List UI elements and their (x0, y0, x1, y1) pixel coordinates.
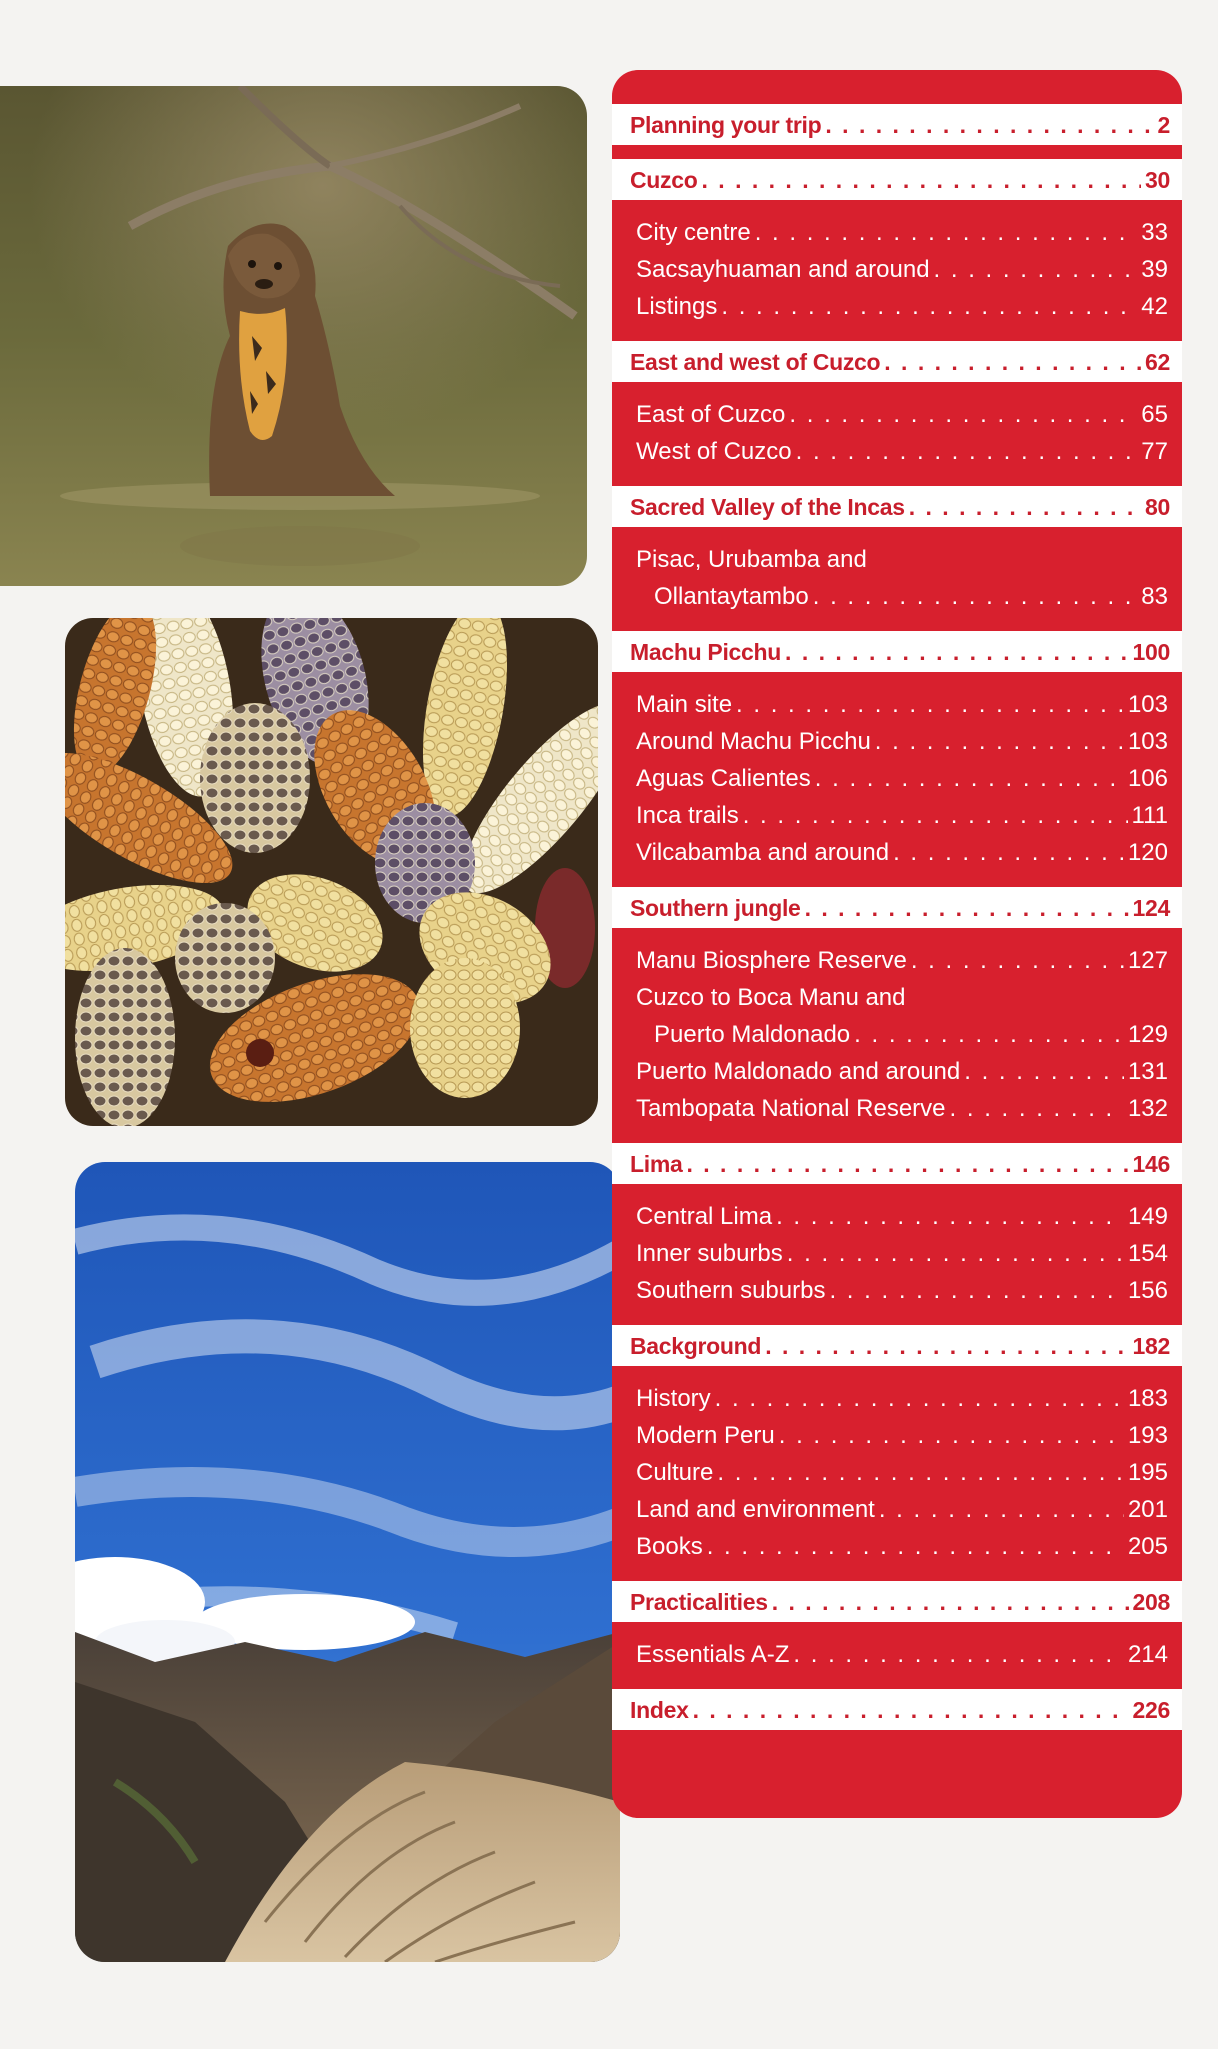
entry-page-number: 39 (1141, 256, 1168, 283)
entry-page-number: 127 (1127, 947, 1168, 974)
dot-leader (721, 288, 1137, 325)
section-page-number: 30 (1145, 167, 1170, 193)
toc-entry[interactable] (636, 578, 1168, 615)
dot-leader (707, 1528, 1124, 1565)
toc-section-heading[interactable] (612, 1143, 1182, 1184)
dot-leader (693, 1697, 1129, 1724)
entry-title: Inner suburbs (636, 1240, 783, 1267)
section-page-number: 146 (1132, 1151, 1170, 1177)
toc-entry[interactable] (636, 1053, 1168, 1090)
toc-entry[interactable] (636, 797, 1168, 834)
toc-section-heading[interactable] (612, 1581, 1182, 1622)
toc-entry[interactable] (636, 214, 1168, 251)
entry-page-number: 65 (1141, 401, 1168, 428)
entry-page-number: 183 (1127, 1385, 1168, 1412)
dot-leader (736, 686, 1124, 723)
toc-section-heading[interactable] (612, 631, 1182, 672)
toc-entry[interactable] (636, 723, 1168, 760)
entry-page-number: 195 (1127, 1459, 1168, 1486)
entry-page-number: 129 (1127, 1021, 1168, 1048)
section-title: Planning your trip (630, 112, 822, 138)
dot-leader (796, 433, 1138, 470)
entry-page-number: 103 (1127, 728, 1168, 755)
sacred-valley-terraces-photo (75, 1162, 620, 1962)
section-title: Cuzco (630, 167, 698, 193)
section-page-number: 182 (1132, 1333, 1170, 1359)
toc-entry[interactable] (636, 251, 1168, 288)
toc-section (612, 486, 1182, 631)
toc-section (612, 341, 1182, 486)
toc-entry[interactable] (636, 1528, 1168, 1565)
toc-sections (612, 104, 1182, 1744)
toc-section (612, 1581, 1182, 1689)
toc-section-entries (612, 1730, 1182, 1744)
entry-title: Culture (636, 1459, 714, 1486)
toc-section-entries (612, 527, 1182, 631)
toc-section (612, 1689, 1182, 1744)
entry-title: Tambopata National Reserve (636, 1095, 946, 1122)
entry-title: Ollantaytambo (654, 583, 809, 610)
toc-section-heading[interactable] (612, 159, 1182, 200)
toc-section-heading[interactable] (612, 887, 1182, 928)
toc-entry[interactable] (636, 541, 1168, 578)
entry-title: History (636, 1385, 711, 1412)
entry-title: Sacsayhuaman and around (636, 256, 930, 283)
entry-page-number: 205 (1127, 1533, 1168, 1560)
dot-leader (715, 1380, 1124, 1417)
toc-entry[interactable] (636, 1380, 1168, 1417)
toc-section (612, 887, 1182, 1143)
entry-page-number: 111 (1131, 802, 1168, 829)
entry-title: East of Cuzco (636, 401, 786, 428)
giant-otter-photo (0, 86, 587, 586)
entry-title: City centre (636, 219, 751, 246)
section-title: Background (630, 1333, 762, 1359)
dot-leader (779, 1417, 1124, 1454)
entry-page-number: 156 (1127, 1277, 1168, 1304)
toc-entry[interactable] (636, 1454, 1168, 1491)
toc-section (612, 159, 1182, 341)
section-title: Practicalities (630, 1589, 768, 1615)
toc-entry[interactable] (636, 288, 1168, 325)
entry-title: Around Machu Picchu (636, 728, 871, 755)
entry-page-number: 132 (1127, 1095, 1168, 1122)
entry-page-number: 193 (1127, 1422, 1168, 1449)
dot-leader (854, 1016, 1124, 1053)
dot-leader (765, 1333, 1128, 1360)
andean-corn-photo (65, 618, 598, 1126)
entry-page-number: 214 (1127, 1641, 1168, 1668)
entry-page-number: 103 (1127, 691, 1168, 718)
dot-leader (787, 1235, 1124, 1272)
dot-leader (815, 760, 1124, 797)
toc-section-heading[interactable] (612, 486, 1182, 527)
toc-section (612, 1325, 1182, 1581)
dot-leader (702, 167, 1142, 194)
toc-section (612, 1143, 1182, 1325)
toc-entry[interactable] (636, 1090, 1168, 1127)
entry-page-number: 42 (1141, 293, 1168, 320)
section-page-number: 2 (1157, 112, 1170, 138)
toc-section-entries (612, 382, 1182, 486)
section-page-number: 62 (1145, 349, 1170, 375)
entry-title: Inca trails (636, 802, 739, 829)
entry-title: Cuzco to Boca Manu and (636, 984, 906, 1011)
entry-title: Pisac, Urubamba and (636, 546, 867, 573)
dot-leader (911, 942, 1124, 979)
toc-entry[interactable] (636, 979, 1168, 1016)
entry-title: Books (636, 1533, 703, 1560)
entry-title: Essentials A-Z (636, 1641, 790, 1668)
dot-leader (879, 1491, 1124, 1528)
toc-entry[interactable] (636, 396, 1168, 433)
dot-leader (884, 349, 1141, 376)
entry-title: Puerto Maldonado and around (636, 1058, 961, 1085)
section-page-number: 100 (1132, 639, 1170, 665)
section-page-number: 124 (1132, 895, 1170, 921)
dot-leader (829, 1272, 1123, 1309)
toc-entry[interactable] (636, 433, 1168, 470)
toc-section-entries (612, 928, 1182, 1143)
entry-title: Listings (636, 293, 718, 320)
dot-leader (813, 578, 1138, 615)
section-title: Lima (630, 1151, 683, 1177)
toc-section-heading[interactable] (612, 341, 1182, 382)
entry-page-number: 149 (1127, 1203, 1168, 1230)
entry-title: Central Lima (636, 1203, 773, 1230)
toc-entry[interactable] (636, 1272, 1168, 1309)
entry-page-number: 154 (1127, 1240, 1168, 1267)
toc-section-entries (612, 200, 1182, 341)
section-page-number: 226 (1132, 1697, 1170, 1723)
entry-page-number: 83 (1141, 583, 1168, 610)
entry-title: Modern Peru (636, 1422, 775, 1449)
toc-section-heading[interactable] (612, 1689, 1182, 1730)
section-title: Machu Picchu (630, 639, 782, 665)
toc-entry[interactable] (636, 1417, 1168, 1454)
section-page-number: 80 (1145, 494, 1170, 520)
entry-title: Manu Biosphere Reserve (636, 947, 907, 974)
toc-entry[interactable] (636, 1235, 1168, 1272)
toc-section-entries (612, 672, 1182, 887)
dot-leader (805, 895, 1129, 922)
dot-leader (909, 494, 1141, 521)
dot-leader (964, 1053, 1124, 1090)
toc-section (612, 104, 1182, 159)
dot-leader (893, 834, 1124, 871)
dot-leader (743, 797, 1128, 834)
entry-page-number: 77 (1141, 438, 1168, 465)
section-title: Southern jungle (630, 895, 801, 921)
toc-entry[interactable] (636, 1016, 1168, 1053)
table-of-contents (612, 70, 1182, 1818)
dot-leader (825, 112, 1153, 139)
entry-title: Southern suburbs (636, 1277, 826, 1304)
dot-leader (785, 639, 1128, 666)
entry-title: Aguas Calientes (636, 765, 811, 792)
dot-leader (772, 1589, 1129, 1616)
section-page-number: 208 (1132, 1589, 1170, 1615)
toc-section (612, 631, 1182, 887)
entry-page-number: 120 (1127, 839, 1168, 866)
toc-section-heading[interactable] (612, 1325, 1182, 1366)
entry-title: West of Cuzco (636, 438, 792, 465)
toc-section-heading[interactable] (612, 104, 1182, 145)
dot-leader (686, 1151, 1128, 1178)
toc-entry[interactable] (636, 942, 1168, 979)
toc-entry[interactable] (636, 1491, 1168, 1528)
entry-page-number: 33 (1141, 219, 1168, 246)
toc-section-entries (612, 145, 1182, 159)
toc-entry[interactable] (636, 686, 1168, 723)
entry-page-number: 106 (1127, 765, 1168, 792)
dot-leader (755, 214, 1138, 251)
toc-entry[interactable] (636, 1198, 1168, 1235)
entry-title: Vilcabamba and around (636, 839, 890, 866)
toc-section-entries (612, 1622, 1182, 1689)
toc-section-entries (612, 1366, 1182, 1581)
dot-leader (934, 251, 1138, 288)
dot-leader (950, 1090, 1124, 1127)
section-title: East and west of Cuzco (630, 349, 881, 375)
entry-page-number: 131 (1127, 1058, 1168, 1085)
entry-title: Main site (636, 691, 733, 718)
entry-page-number: 201 (1127, 1496, 1168, 1523)
dot-leader (776, 1198, 1124, 1235)
entry-title: Puerto Maldonado (654, 1021, 851, 1048)
entry-title: Land and environment (636, 1496, 875, 1523)
dot-leader (793, 1636, 1124, 1673)
toc-section-entries (612, 1184, 1182, 1325)
section-title: Sacred Valley of the Incas (630, 494, 905, 520)
section-title: Index (630, 1697, 689, 1723)
toc-entry[interactable] (636, 834, 1168, 871)
toc-entry[interactable] (636, 760, 1168, 797)
toc-entry[interactable] (636, 1636, 1168, 1673)
dot-leader (789, 396, 1137, 433)
dot-leader (717, 1454, 1124, 1491)
dot-leader (875, 723, 1124, 760)
